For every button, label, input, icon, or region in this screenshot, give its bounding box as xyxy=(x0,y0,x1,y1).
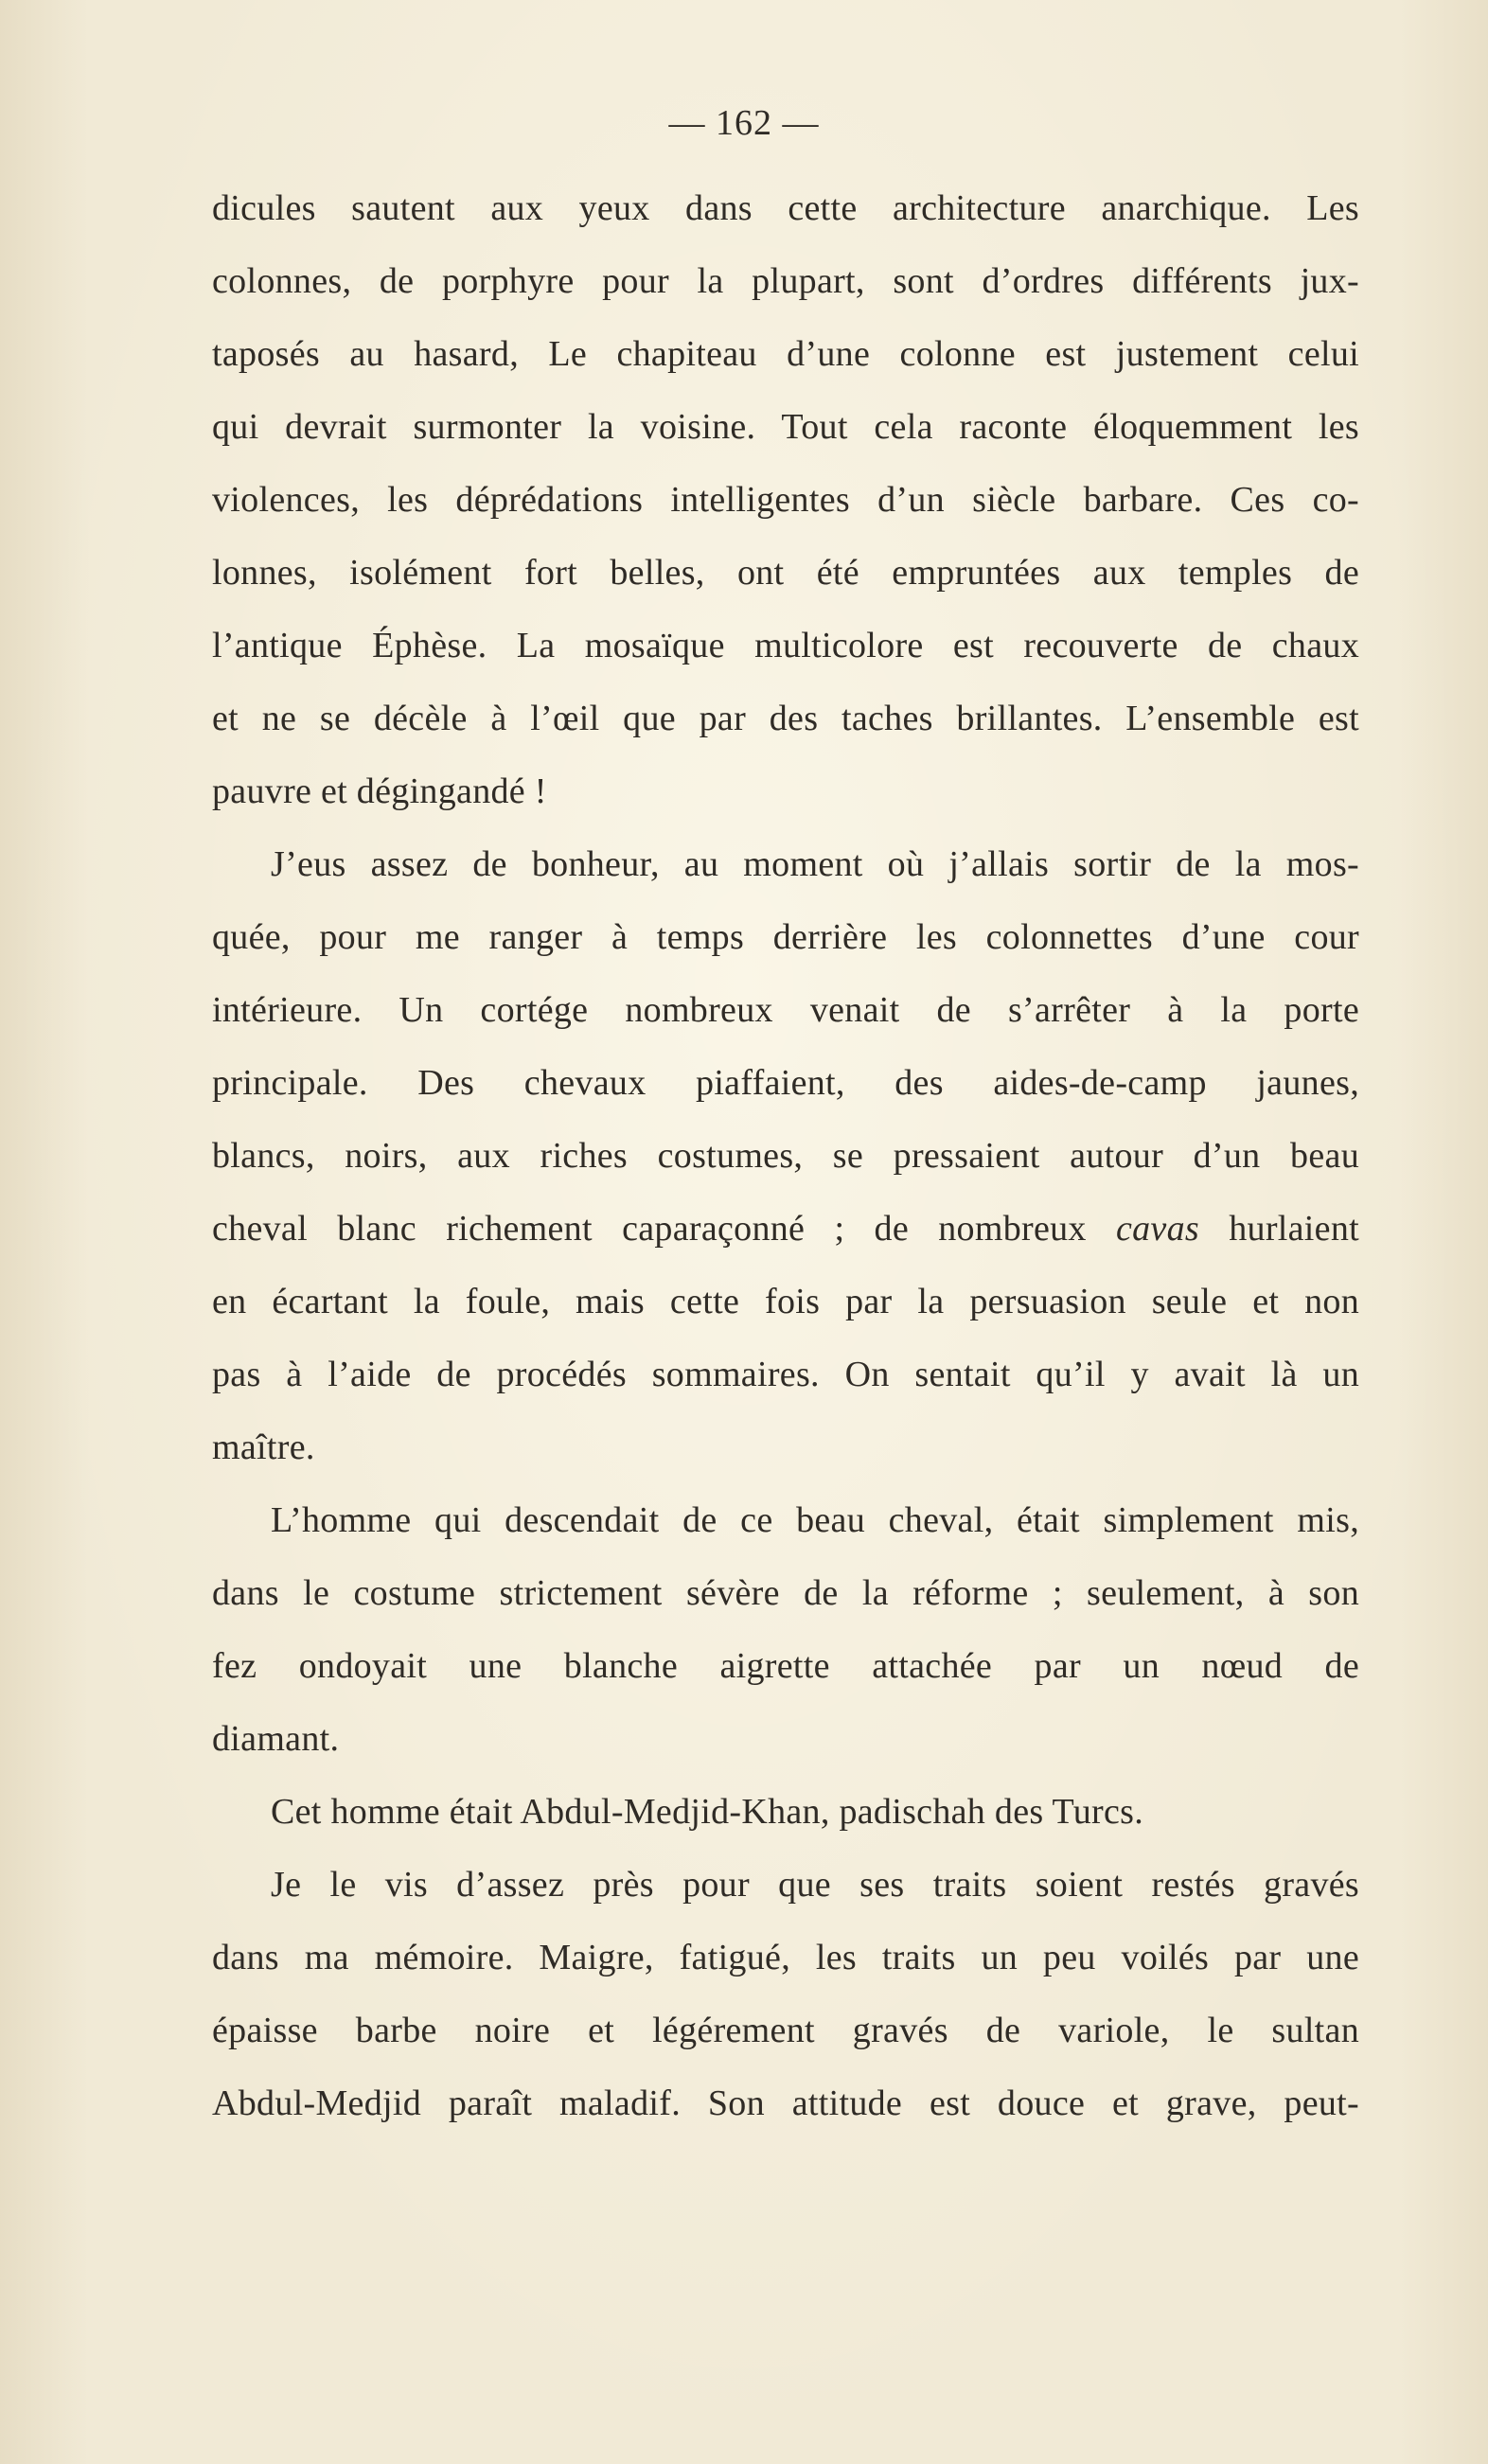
text-line: pas à l’aide de procédés sommaires. On sentait qu’il y avait là un xyxy=(212,1355,1359,1394)
text-line: J’eus assez de bonheur, au moment où j’allais sortir de la mos- xyxy=(271,844,1359,884)
text-line: maître. xyxy=(212,1427,315,1467)
text-line: pauvre et dégingandé ! xyxy=(212,771,547,811)
text-line: Abdul-Medjid paraît maladif. Son attitude est douce et grave, peut- xyxy=(212,2083,1359,2123)
text-line: blancs, noirs, aux riches costumes, se pressaient autour d’un beau xyxy=(212,1136,1359,1176)
text-line: colonnes, de porphyre pour la plupart, sont d’ordres différents jux- xyxy=(212,261,1359,301)
page-number: — 162 — xyxy=(668,103,820,143)
text-line: Je le vis d’assez près pour que ses traits soient restés gravés xyxy=(271,1865,1359,1905)
text-line: diamant. xyxy=(212,1719,340,1759)
text-line: l’antique Éphèse. La mosaïque multicolore est recouverte de chaux xyxy=(212,626,1359,665)
text-line: intérieure. Un cortége nombreux venait de s’arrêter à la porte xyxy=(212,990,1359,1030)
text-line: quée, pour me ranger à temps derrière les colonnettes d’une cour xyxy=(212,917,1359,957)
text-segment: hurlaient xyxy=(1229,1209,1359,1249)
text-line: fez ondoyait une blanche aigrette attachée par un nœud de xyxy=(212,1646,1359,1686)
text-line: dicules sautent aux yeux dans cette architecture anarchique. Les xyxy=(212,188,1359,228)
text-line-with-italic xyxy=(212,1193,1359,1266)
text-line: L’homme qui descendait de ce beau cheval, était simplement mis, xyxy=(271,1500,1359,1540)
text-line: dans ma mémoire. Maigre, fatigué, les traits un peu voilés par une xyxy=(212,1938,1359,1977)
italic-word: cavas xyxy=(1115,1209,1199,1249)
text-line: violences, les déprédations intelligentes d’un siècle barbare. Ces co- xyxy=(212,480,1359,520)
body-text xyxy=(212,172,1359,2140)
text-line: dans le costume strictement sévère de la réforme ; seulement, à son xyxy=(212,1573,1359,1613)
text-line: et ne se décèle à l’œil que par des taches brillantes. L’ensemble est xyxy=(212,699,1359,738)
text-line: taposés au hasard, Le chapiteau d’une colonne est justement celui xyxy=(212,334,1359,374)
text-line: en écartant la foule, mais cette fois par la persuasion seule et non xyxy=(212,1282,1359,1321)
text-line: Cet homme était Abdul-Medjid-Khan, padischah des Turcs. xyxy=(271,1792,1144,1832)
text-line: épaisse barbe noire et légérement gravés de variole, le sultan xyxy=(212,2011,1359,2050)
text-line: qui devrait surmonter la voisine. Tout cela raconte éloquemment les xyxy=(212,407,1359,447)
text-line: lonnes, isolément fort belles, ont été empruntées aux temples de xyxy=(212,553,1359,593)
text-line: principale. Des chevaux piaffaient, des aides-de-camp jaunes, xyxy=(212,1063,1359,1103)
text-segment: cheval blanc richement caparaçonné ; de nombreux xyxy=(212,1209,1087,1249)
